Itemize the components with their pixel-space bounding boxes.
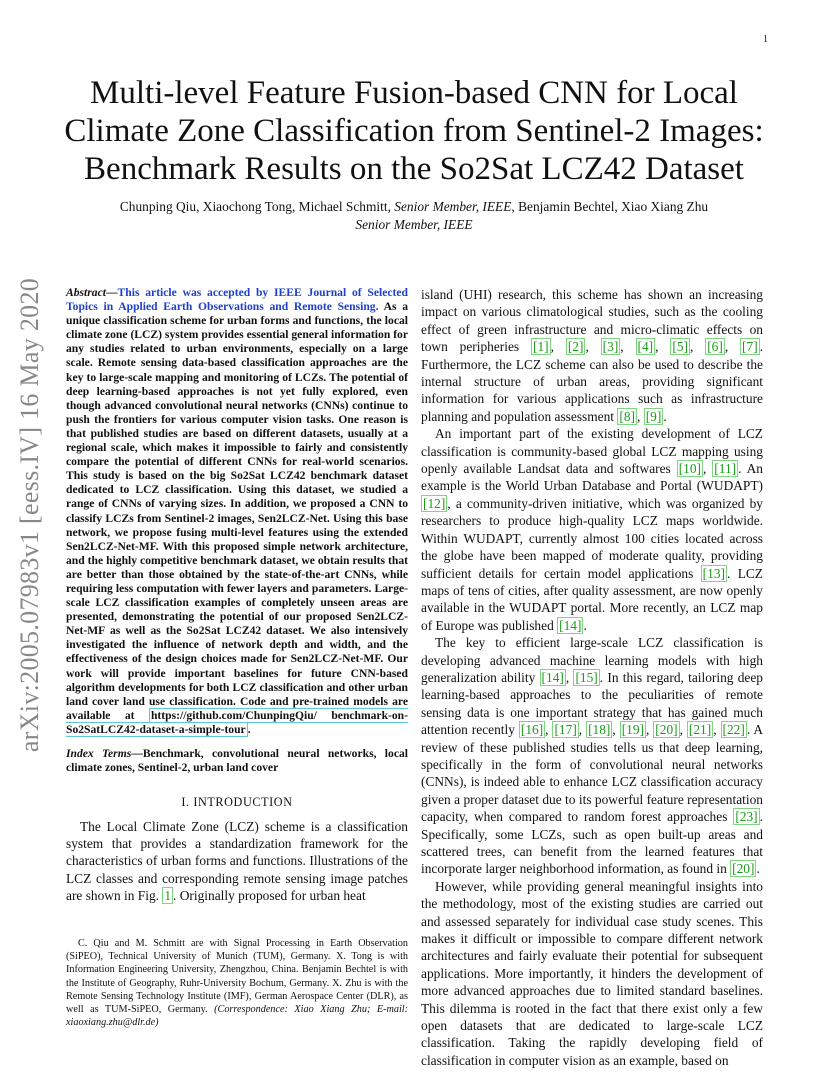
body-text: . In this regard, tailoring deep learning-based approaches to the peculiarities of remote sensing data is one important strategy that has gained much attention recently xyxy=(421,669,764,738)
citation-link[interactable]: [10] xyxy=(678,461,701,477)
intro-paragraph xyxy=(66,818,408,905)
citation-link[interactable]: [9] xyxy=(645,408,662,424)
code-url-part: https://github.com/ChunpingQiu/ xyxy=(150,708,317,722)
citation-link[interactable]: [8] xyxy=(619,408,635,424)
citation-link[interactable]: [4] xyxy=(637,339,654,355)
citation-link[interactable]: [17] xyxy=(554,722,577,738)
abstract-dash: — xyxy=(105,286,118,299)
body-paragraph: The key to efficient large-scale LCZ classification is developing advanced machine learning models with high generalization ability [14] , [15] . In this regard, tailoring deep learning-based approaches to the peculiarities of remote sensing data is one important strategy that has gained much attention recently [16] , [17] , [18] , [19] , [20] , [21] , [22] . A review of these published studies tells us that deep learning, specifically in the form of convolutional neural networks (CNNs), is indeed able to enhance LCZ classification accuracy given a proper dataset due to its powerful feature representation capacity, when compared to random forest approaches [23] . Specifically, some LCZs, such as open built-up areas and scattered trees, can benefit from the learned features that incorporate larger neighborhood information, as found in [20] . xyxy=(421,635,764,877)
author-membership: Senior Member, IEEE xyxy=(355,217,473,232)
body-paragraph: An important part of the existing development of LCZ classification is community-based global LCZ mapping using openly available Landsat data and softwares [10] , [11] . An example is the World Urban Database and Portal (WUDAPT) [12] , a community-driven initiative, which was organized by researchers to produce high-quality LCZ maps worldwide. Within WUDAPT, currently almost 100 cities located across the globe have been mapped of moderate quality, providing sufficient details for certain model applications [13] . LCZ maps of tens of cities, after quality assessment, are now openly available in the WUDAPT portal. More recently, an LCZ map of Europe was published [14] . xyxy=(421,426,763,633)
title-line: Multi-level Feature Fusion-based CNN for Local xyxy=(90,75,738,111)
citation-link[interactable]: [13] xyxy=(702,565,725,581)
citation-link[interactable]: [19] xyxy=(621,722,644,738)
author-names: Chunping Qiu, Xiaochong Tong, Michael Schmitt, xyxy=(119,199,395,214)
author-line xyxy=(60,216,768,234)
intro-text: . Originally proposed for urban heat xyxy=(173,888,366,904)
body-text: , a community-driven initiative, which was organized by researchers to produce high-quality LCZ maps worldwide. Within WUDAPT, currently almost 100 cities located across the globe have been mapped of moderate quality, providing sufficient details for certain model applications xyxy=(421,495,763,581)
citation-link[interactable]: [23] xyxy=(735,809,758,825)
arxiv-identifier-sidebar xyxy=(8,277,52,753)
body-text: . An example is the World Urban Database and Portal (WUDAPT) xyxy=(421,461,763,494)
code-url-part: benchmark-on-So2SatLCZ42-dataset-a-simple-tour xyxy=(66,708,408,736)
citation-link[interactable]: [11] xyxy=(714,461,737,477)
page-number: 1 xyxy=(763,34,768,45)
paper-title xyxy=(60,74,768,188)
right-column xyxy=(421,286,763,1069)
author-names: , Benjamin Bechtel, Xiao Xiang Zhu xyxy=(511,199,709,214)
section-heading: I. INTRODUCTION xyxy=(181,795,293,810)
index-terms xyxy=(66,747,408,775)
citation-link[interactable]: [5] xyxy=(672,339,688,355)
acceptance-link[interactable]: This article was accepted by IEEE Journal of Selected Topics in Applied Earth Observations and Remote Sensing. xyxy=(66,286,408,314)
citation-link[interactable]: [7] xyxy=(742,339,758,355)
citation-link[interactable]: [18] xyxy=(588,722,611,738)
citation-link[interactable]: [14] xyxy=(541,669,564,685)
footnote-text: C. Qiu and M. Schmitt are with Signal Processing in Earth Observation (SiPEO), Technical University of Munich (TUM), Germany. X. Tong is with Information Engineering University, Zhengzhou, China. Benjamin Bechtel is with the Institute of Geography, Ruhr-University Bochum, Germany. X. Zhu is with the Remote Sensing Technology Institute (IMF), German Aerospace Center (DLR), as well as TUM-SiPEO, Germany. xyxy=(66,938,408,1016)
citation-link[interactable]: [14] xyxy=(559,617,582,633)
arxiv-identifier: arXiv:2005.07983v1 [eess.IV] 16 May 2020 xyxy=(15,277,44,753)
citation-link[interactable]: [21] xyxy=(688,722,712,738)
citation-link[interactable]: [3] xyxy=(602,339,619,355)
abstract xyxy=(66,286,408,737)
intro-text: The Local Climate Zone (LCZ) scheme is a classification system that provides a standardization framework for the characteristics of urban forms and functions. Illustrations of the LCZ classes and corresponding remote sensing image patches are shown in Fig. xyxy=(66,818,408,904)
index-terms-dash: — xyxy=(131,747,143,760)
citation-link[interactable]: [1] xyxy=(532,339,549,355)
index-terms-label: Index Terms xyxy=(66,747,132,760)
footnote-correspondence: (Correspondence: Xiao Xiang Zhu; E-mail: xiaoxiang.zhu@dlr.de) xyxy=(66,1004,409,1029)
figure-reference-link[interactable]: 1 xyxy=(164,888,172,904)
citation-link[interactable]: [16] xyxy=(520,722,544,738)
citation-link[interactable]: [2] xyxy=(567,339,584,355)
body-text: . Specifically, some LCZs, such as open built-up areas and scattered trees, can benefit from the learned features that incorporate larger neighborhood information, as found in xyxy=(421,809,763,877)
abstract-end: . xyxy=(247,722,251,736)
title-line: Climate Zone Classification from Sentinel-2 Images: xyxy=(64,113,764,149)
author-line xyxy=(60,198,768,216)
body-text: An important part of the existing development of LCZ classification is community-based global LCZ mapping using openly available Landsat data and softwares xyxy=(421,426,763,477)
index-terms-body: Benchmark, convolutional neural networks, local climate zones, Sentinel-2, urban land cover xyxy=(66,747,408,775)
abstract-body: As a unique classification scheme for urban forms and functions, the local climate zone (LCZ) system provides essential general information for any studies related to urban environments, especially on a large scale. Remote sensing data-based classification approaches are the key to large-scale mapping and monitoring of LCZs. The potential of deep learning-based approaches is not yet fully explored, even though advanced convolutional neural networks (CNNs) continue to push the frontiers for various computer vision tasks. One reason is that published studies are based on different datasets, usually at a regional scale, which makes it impossible to fairly and consistently compare the potential of different CNNs for real-world scenarios. This study is based on the big So2Sat LCZ42 benchmark dataset dedicated to LCZ classification. Using this dataset, we studied a range of CNNs of varying sizes. In addition, we proposed a CNN to classify LCZs from Sentinel-2 images, Sen2LCZ-Net. Using this base network, we propose fusing multi-level features using the extended Sen2LCZ-Net-MF. With this proposed simple network architecture, and the highly competitive benchmark dataset, we obtain results that are better than those obtained by the state-of-the-art CNNs, while requiring less computation with fewer layers and parameters. Large-scale LCZ classification examples of completely unseen areas are presented, demonstrating the potential of our proposed Sen2LCZ-Net-MF as well as the So2Sat LCZ42 dataset. We also intensively investigated the influence of network depth and width, and the effectiveness of the design choices made for Sen2LCZ-Net-MF. Our work will provide important baselines for future CNN-based algorithm developments for both LCZ classification and other urban land cover land use classification. Code and pre-trained models are available at xyxy=(66,300,408,722)
body-text: . A review of these published studies tells us that deep learning, specifically in the form of convolutional neural networks (CNNs), is indeed able to enhance LCZ classification accuracy given a proper dataset due to its powerful feature representation capacity, when compared to random forest approaches xyxy=(421,722,764,825)
body-paragraph: However, while providing general meaningful insights into the methodology, most of the existing studies are carried out and assessed separately for individual case study scenes. This makes it difficult or impossible to compare different network architectures and fairly evaluate their potential for subsequent applications. More importantly, it hinders the development of more advanced approaches due to limited standard baselines. This dilemma is rooted in the fact that there exist only a few open datasets that are dedicated to large-scale LCZ classification. Taking the rapidly developing field of classification in computer vision as an example, based on xyxy=(421,878,763,1068)
author-membership: Senior Member, IEEE xyxy=(394,199,512,214)
citation-link[interactable]: [20] xyxy=(655,722,678,738)
left-column xyxy=(66,286,408,905)
citation-link[interactable]: [6] xyxy=(707,339,723,355)
body-paragraph: island (UHI) research, this scheme has shown an increasing impact on various climatological studies, such as the cooling effect of green infrastructure and micro-climatic effects on town peripheries [1] , [2] , [3] , [4] , [5] , [6] , [7] . Furthermore, the LCZ scheme can also be used to describe the internal structure of urban areas, providing significant information for various applications such as infrastructure planning and population assessment [8] , [9] . xyxy=(421,287,764,424)
affiliation-footnote xyxy=(66,937,408,1029)
body-text: . LCZ maps of tens of cities, after quality assessment, are now openly available in the WUDAPT portal. More recently, an LCZ map of Europe was published xyxy=(421,565,763,633)
citation-link[interactable]: [15] xyxy=(575,669,598,685)
body-text: island (UHI) research, this scheme has shown an increasing impact on various climatological studies, such as the cooling effect of green infrastructure and micro-climatic effects on town peripheries xyxy=(421,287,763,355)
abstract-label: Abstract xyxy=(66,286,106,299)
citation-link[interactable]: [22] xyxy=(722,722,745,738)
body-text: The key to efficient large-scale LCZ classification is developing advanced machine learning models with high generalization ability xyxy=(421,635,763,685)
title-line: Benchmark Results on the So2Sat LCZ42 Dataset xyxy=(84,151,744,187)
body-text: . Furthermore, the LCZ scheme can also be used to describe the internal structure of urban areas, providing significant information for various applications such as infrastructure planning and population assessment xyxy=(421,339,764,424)
author-list xyxy=(60,198,768,234)
citation-link[interactable]: [20] xyxy=(732,861,755,877)
citation-link[interactable]: [12] xyxy=(423,495,446,511)
